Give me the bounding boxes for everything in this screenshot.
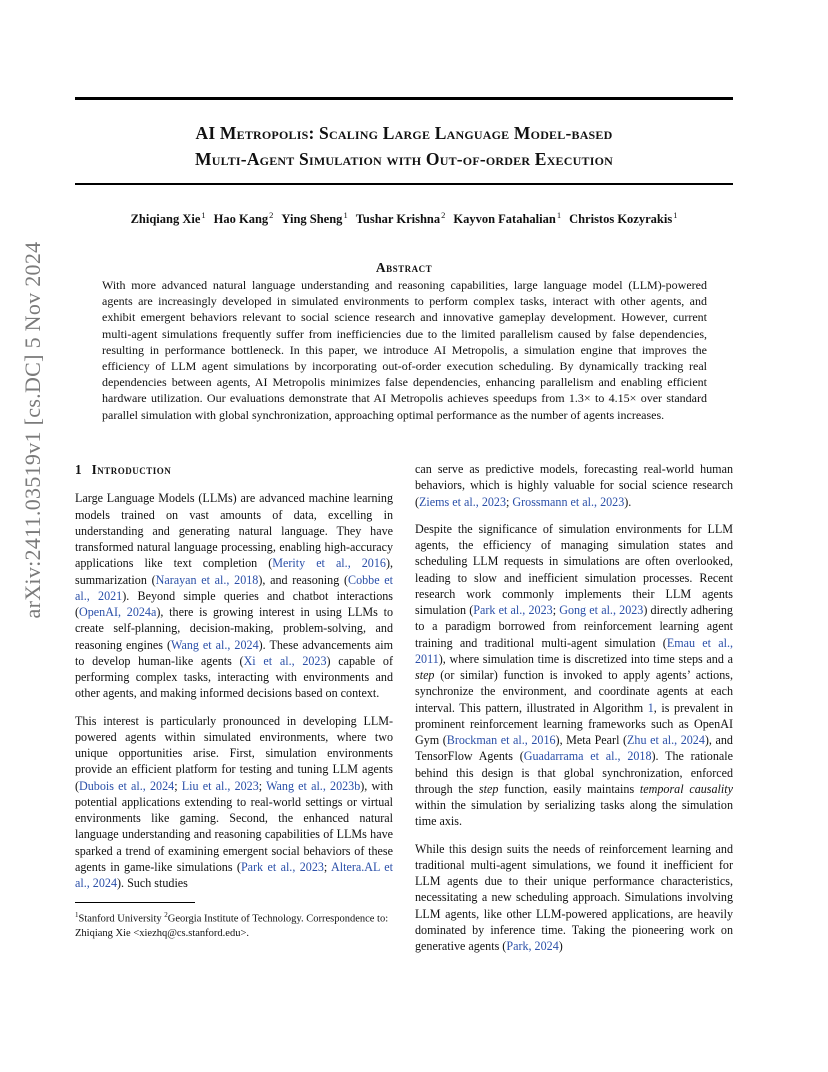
citation-link[interactable]: Narayan et al., 2018 — [155, 572, 259, 587]
text-run: ). The rationale behind this design is that global synchronization, enforced through the — [415, 749, 733, 796]
small-caps-text: caling — [329, 123, 379, 143]
citation-link[interactable]: 1 — [647, 700, 654, 715]
text-run: (or similar) function is invoked to apply agents’ actions, synchronize the environment, and coordinate agents at each interval. This pattern, illustrated in Algorithm — [415, 668, 733, 715]
text-run: This interest is particularly pronounced in developing LLM-powered agents within simulated environments, where two unique opportunities arise. First, simulation environments provide an efficient platform for testing and tuning LLM agents ( — [75, 713, 393, 793]
small-caps-text: anguage — [446, 123, 510, 143]
author-name: Christos Kozyrakis — [569, 212, 673, 227]
author-affiliation: 2 — [269, 210, 274, 220]
paragraph — [75, 490, 393, 701]
text-run: ; — [258, 778, 267, 793]
text-run: function, easily maintains — [498, 781, 640, 796]
text-run: L — [430, 123, 447, 143]
emphasis-text: temporal causality — [639, 781, 733, 796]
text-run: M — [509, 123, 531, 143]
small-caps-text: ulti — [211, 149, 241, 169]
paragraph — [415, 461, 733, 510]
text-run: -A — [240, 149, 260, 169]
text-run: , is prevalent in prominent reinforcement learning frameworks such as OpenAI Gym ( — [415, 700, 733, 747]
text-run: With more advanced natural language understanding and reasoning capabilities, large language model (LLM)-powered agents are increasingly developed in simulated environments to perform complex tasks, interact with other agents, and exhibit emergent behaviors relevant to social science research and innovative gameplay development. However, current multi-agent simulations frequently suffer from inefficiencies due to the limited parallelism caused by false dependencies, resulting in performance bottleneck. In this paper, we introduce AI Metropolis, a simulation engine that improves the efficiency of LLM agent simulations by incorporating out-of-order execution scheduling. By dynamically tracking real dependencies between agents, AI Metropolis minimizes false dependencies, enhancing parallelism and enabling efficient hardware utilization. Our evaluations demonstrate that AI Metropolis achieves speedups from 1.3× to 4.15× over standard parallel simulation with global synchronization, approaching optimal performance as the number of agents increases. — [102, 278, 707, 422]
citation-link[interactable]: OpenAI, 2024a — [79, 605, 157, 619]
text-run: within the simulation by serializing tasks along the simulation time axis. — [415, 798, 733, 829]
text-run: ). Beyond simple queries and chatbot interactions ( — [75, 588, 393, 619]
citation-link[interactable]: Brockman et al., 2016 — [446, 733, 556, 747]
footnote-marker: 2 — [164, 911, 168, 919]
text-run: ) capable of performing complex tasks, interacting with environments and other agents, and making informed decisions based on context. — [75, 653, 393, 701]
citation-link[interactable]: Wang et al., 2024 — [171, 637, 259, 652]
author-name: Kayvon Fatahalian — [453, 212, 556, 227]
small-caps-text: arge — [394, 123, 431, 143]
author-affiliation: 1 — [343, 210, 348, 220]
author-affiliation: 1 — [673, 210, 678, 220]
citation-link[interactable]: Dubois et al., 2024 — [79, 778, 175, 793]
footnote-marker: 1 — [75, 911, 79, 919]
citation-link[interactable]: Gong et al., 2023 — [559, 603, 644, 617]
small-caps-text: ut-of-order — [439, 149, 531, 169]
abstract-heading: Abstract — [375, 260, 433, 275]
text-run: ; — [552, 603, 560, 617]
citation-link[interactable]: Liu et al., 2023 — [181, 778, 259, 793]
section-number: 1 — [75, 462, 82, 477]
author-affiliation: 1 — [556, 210, 562, 220]
author — [214, 212, 274, 226]
abstract-text — [102, 277, 707, 423]
citation-link[interactable]: Grossmann et al., 2023 — [512, 494, 625, 509]
text-run: ) directly adhering to a paradigm borrowed from reinforcement learning agent training and traditional multi-agent simulation ( — [415, 603, 733, 650]
arxiv-stamp-text: arXiv:2411.03519v1 [cs.DC] 5 Nov 2024 — [20, 241, 45, 619]
author-name: Tushar Krishna — [355, 212, 441, 227]
small-caps-text: imulation with — [309, 149, 422, 169]
text-run: can serve as predictive models, forecasting real-world human behaviors, which is highly valuable for social science research ( — [415, 462, 733, 509]
text-run: Stanford University — [78, 913, 165, 925]
text-run: ), there is growing interest in using LLMs to create self-planning, decision-making, problem-solving, and reasoning engines ( — [75, 605, 393, 652]
text-run: E — [530, 149, 547, 169]
author-affiliation: 2 — [441, 210, 446, 220]
text-run: ; — [506, 494, 513, 509]
citation-link[interactable]: Cobbe et al., 2021 — [75, 572, 393, 603]
author — [356, 212, 446, 226]
text-run: ). Such studies — [117, 876, 188, 890]
citation-link[interactable]: Ziems et al., 2023 — [419, 494, 507, 509]
text-run: ), and reasoning ( — [258, 572, 348, 587]
text-run: ), and TensorFlow Agents ( — [415, 733, 733, 764]
section-heading — [75, 462, 393, 478]
author-name: Zhiqiang Xie — [130, 212, 201, 227]
text-run: Despite the significance of simulation environments for LLM agents, the efficiency of managing simulation states and scheduling LLM requests in simulations are often overlooked, leading to slow and inefficient simulation processes. Recent research work commonly implements their LLM agents simulation ( — [415, 521, 733, 617]
author-affiliation: 1 — [201, 210, 206, 220]
small-caps-text: gent — [259, 149, 295, 169]
author — [453, 212, 561, 226]
footnote — [75, 908, 393, 941]
text-run: ). These advancements aim to develop human-like agents ( — [75, 637, 393, 668]
text-run: ), summarization ( — [75, 556, 393, 587]
text-run: ), with potential applications extending to real-world settings or virtual environments like gaming. Second, the enhanced natural language understanding and reasoning capabilities of LLMs have sparked a trend of examining emergent social behaviors of these agents in game-like simulations ( — [75, 778, 394, 874]
text-run: ) — [558, 939, 563, 953]
text-run: While this design suits the needs of reinforcement learning and traditional multi-agent simulations, we found it inefficient for LLM agents due to their unique performance characteristics, necessitating a new scheduling approach. Simulations involving LLM agents, like other LLM-powered applications, are heavily dominated by inference time. Taking the pioneering work on generative agents ( — [415, 841, 733, 953]
small-caps-text: odel-based — [530, 123, 613, 143]
citation-link[interactable]: Merity et al., 2016 — [272, 556, 386, 571]
author — [569, 212, 677, 226]
paragraph — [415, 841, 733, 955]
author-name: Ying Sheng — [281, 212, 343, 227]
text-run: ; — [174, 778, 182, 793]
text-run: Georgia Institute of Technology. Correspondence to: Zhiqiang Xie <xiezhq@cs.stanford.edu>. — [75, 913, 389, 939]
text-run: AI M — [195, 123, 237, 143]
paragraph — [75, 713, 393, 892]
citation-link[interactable]: Xi et al., 2023 — [243, 653, 327, 668]
text-run: ), where simulation time is discretized into time steps and a — [438, 651, 733, 666]
author-list — [75, 210, 733, 227]
title-top-rule — [75, 97, 733, 100]
citation-link[interactable]: Wang et al., 2023b — [266, 778, 361, 793]
title-line-2 — [75, 146, 733, 172]
text-run: ), Meta Pearl ( — [555, 733, 628, 747]
citation-link[interactable]: Park et al., 2023 — [473, 603, 553, 617]
paper-title — [75, 120, 733, 172]
paragraph — [415, 521, 733, 830]
small-caps-text: xecution — [546, 149, 613, 169]
text-run: Large Language Models (LLMs) are advanced machine learning models trained on vast amounts of data, excelling in understanding and generating natural language. They have transformed natural language processing, enabling high-accuracy applications like text completion ( — [75, 491, 393, 571]
small-caps-text: etropolis — [236, 123, 309, 143]
text-run: : S — [308, 123, 329, 143]
text-run: S — [294, 149, 309, 169]
title-line-1 — [75, 120, 733, 146]
title-bottom-rule — [75, 183, 733, 185]
emphasis-text: step — [478, 781, 499, 796]
author-name: Hao Kang — [213, 212, 269, 227]
left-column — [75, 462, 393, 902]
text-run: M — [195, 149, 212, 169]
author — [281, 212, 347, 226]
text-run: ; — [323, 859, 331, 874]
right-column — [415, 461, 733, 965]
footnote-rule — [75, 902, 195, 903]
citation-link[interactable]: Altera.AL et al., 2024 — [75, 859, 394, 890]
citation-link[interactable]: Guadarrama et al., 2018 — [523, 749, 652, 764]
text-run: ). — [624, 494, 632, 509]
arxiv-stamp — [20, 241, 50, 619]
section-title: Introduction — [91, 462, 172, 477]
citation-link[interactable]: Park, 2024 — [506, 939, 559, 953]
citation-link[interactable]: Zhu et al., 2024 — [627, 733, 705, 747]
text-run: O — [421, 149, 440, 169]
author — [131, 212, 206, 226]
citation-link[interactable]: Emau et al., 2011 — [415, 635, 733, 666]
emphasis-text: step — [415, 668, 435, 682]
citation-link[interactable]: Park et al., 2023 — [240, 859, 324, 874]
text-run: L — [378, 123, 395, 143]
